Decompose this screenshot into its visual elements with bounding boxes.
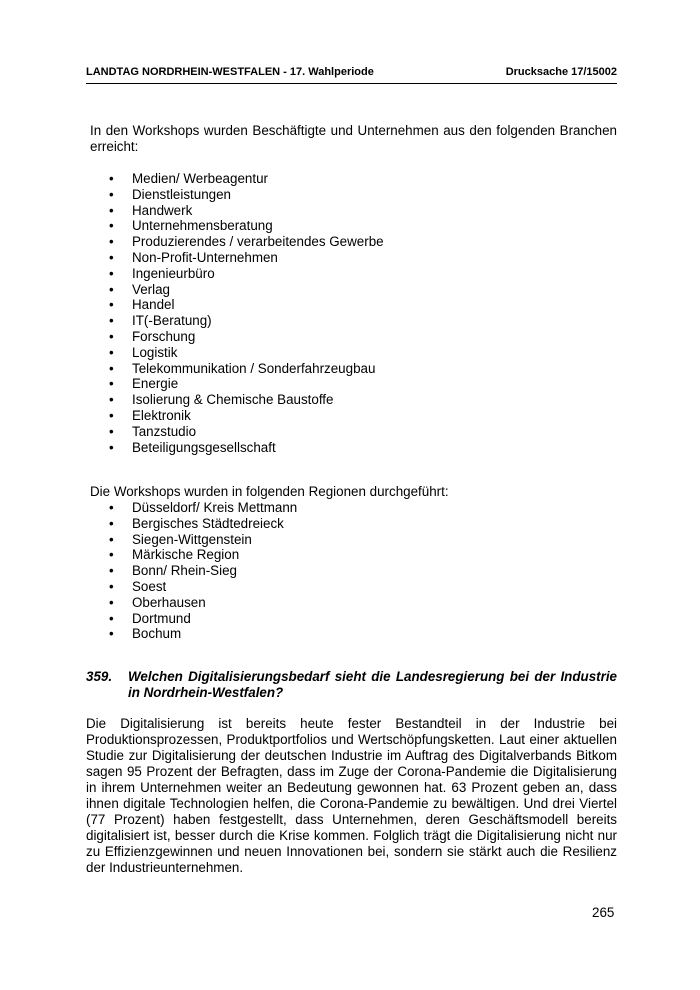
branches-list [107,171,384,455]
regions-intro-paragraph: Die Workshops wurden in folgenden Regionen durchgeführt: [90,484,449,499]
question-number: 359. [86,669,113,684]
branch-list-item: • Tanzstudio [107,424,384,440]
branch-list-item: • Energie [107,376,384,392]
question-heading [86,669,617,701]
region-list-item: • Märkische Region [107,547,297,563]
region-list-item: • Bergisches Städtedreieck [107,516,297,532]
page-number: 265 [592,905,615,920]
branches-intro-paragraph: In den Workshops wurden Beschäftigte und Unternehmen aus den folgenden Branchen erreicht: [90,123,617,154]
branch-list-item: • Medien/ Werbeagentur [107,171,384,187]
branch-list-item: • Elektronik [107,408,384,424]
region-list-item: • Soest [107,579,297,595]
branch-list-item: • IT(-Beratung) [107,313,384,329]
branch-list-item: • Forschung [107,329,384,345]
branch-list-item: • Unternehmensberatung [107,218,384,234]
region-list-item: • Bochum [107,626,297,642]
branch-list-item: • Verlag [107,282,384,298]
question-text: Welchen Digitalisierungsbedarf sieht die Landesregierung bei der Industrie in Nordrhein-Westfalen? [128,669,617,700]
header-parliament-title: LANDTAG NORDRHEIN-WESTFALEN - 17. Wahlperiode [86,66,374,78]
branch-list-item: • Isolierung & Chemische Baustoffe [107,392,384,408]
branch-list-item: • Telekommunikation / Sonderfahrzeugbau [107,361,384,377]
region-list-item: • Oberhausen [107,595,297,611]
answer-paragraph: Die Digitalisierung ist bereits heute fester Bestandteil in der Industrie bei Produktionsprozessen, Produktportfolios und Wertschöpfungsketten. Laut einer aktuellen Studie zur Digitalisierung der deutschen Industrie im Auftrag des Digitalverbands Bitkom sagen 95 Prozent der Befragten, dass im Zuge der Corona-Pandemie die Digitalisierung in ihrem Unternehmen weiter an Bedeutung gewonnen hat. 63 Prozent geben an, dass ihnen digitale Technologien helfen, die Corona-Pandemie zu bewältigen. Und drei Viertel (77 Prozent) haben festgestellt, dass Unternehmen, deren Geschäftsmodell bereits digitalisiert ist, besser durch die Krise kommen. Folglich trägt die Digitalisierung nicht nur zu Effizienzgewinnen und neuen Innovationen bei, sondern sie stärkt auch die Resilienz der Industrieunternehmen. [86,716,617,875]
region-list-item: • Düsseldorf/ Kreis Mettmann [107,500,297,516]
region-list-item: • Dortmund [107,611,297,627]
regions-list [107,500,297,642]
branch-list-item: • Dienstleistungen [107,187,384,203]
branch-list-item: • Handel [107,297,384,313]
branch-list-item: • Ingenieurbüro [107,266,384,282]
branch-list-item: • Beteiligungsgesellschaft [107,440,384,456]
header-document-number: Drucksache 17/15002 [505,66,617,78]
region-list-item: • Siegen-Wittgenstein [107,532,297,548]
branch-list-item: • Produzierendes / verarbeitendes Gewerbe [107,234,384,250]
branch-list-item: • Non-Profit-Unternehmen [107,250,384,266]
branch-list-item: • Handwerk [107,203,384,219]
page-header [86,66,617,84]
branch-list-item: • Logistik [107,345,384,361]
region-list-item: • Bonn/ Rhein-Sieg [107,563,297,579]
